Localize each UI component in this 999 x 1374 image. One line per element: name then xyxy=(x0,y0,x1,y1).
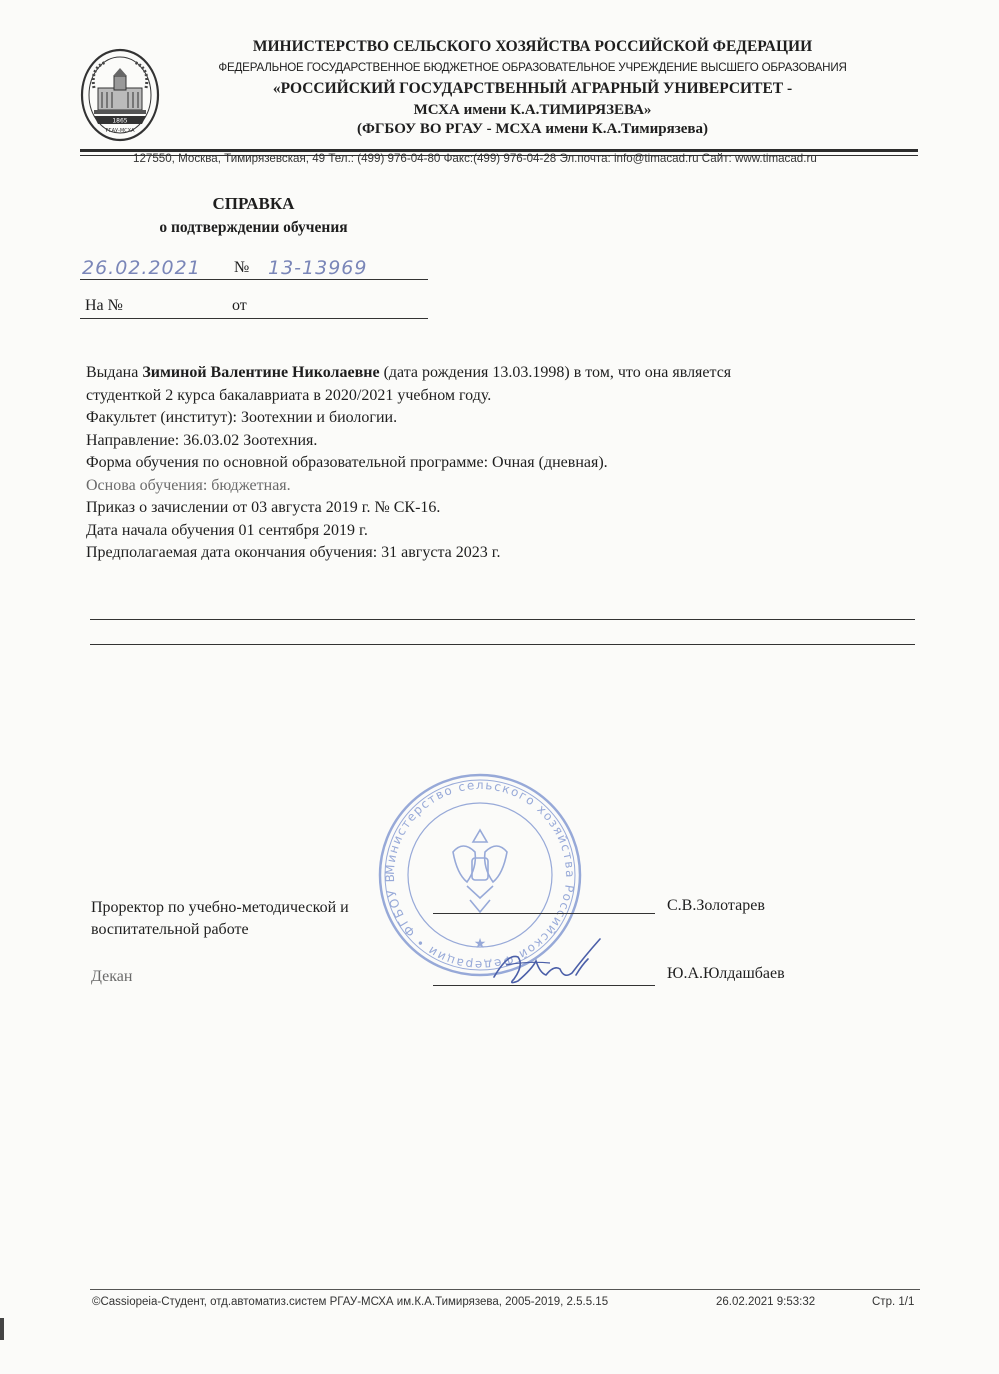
start-date-line: Дата начала обучения 01 сентября 2019 г. xyxy=(86,521,368,539)
ministry-name: МИНИСТЕРСТВО СЕЛЬСКОГО ХОЗЯЙСТВА РОССИЙСКОЙ ФЕДЕРАЦИИ xyxy=(252,38,813,55)
issued-to-line: Выдана Зиминой Валентине Николаевне (дата рождения 13.03.1998) в том, что она является xyxy=(86,364,732,381)
registration-date: 26.02.2021 xyxy=(82,257,201,279)
document-title: СПРАВКА xyxy=(212,194,295,213)
certificate-body xyxy=(86,362,906,565)
student-name: Зиминой Валентине Николаевне xyxy=(142,364,380,381)
registration-number: 13-13969 xyxy=(268,257,368,279)
dean-name: Ю.А.Юлдашбаев xyxy=(667,965,785,982)
vice-rector-signature-line xyxy=(433,913,655,914)
scan-margin-mark xyxy=(0,1318,4,1340)
blank-line-1 xyxy=(90,619,915,620)
number-label: № xyxy=(234,259,250,276)
study-form-line: Форма обучения по основной образовательной программе: Очная (дневная). xyxy=(86,454,608,471)
footer-divider xyxy=(90,1289,920,1290)
vice-rector-title-line2: воспитательной работе xyxy=(91,921,249,938)
direction-line: Направление: 36.03.02 Зоотехния. xyxy=(86,431,318,449)
blank-line-2 xyxy=(90,644,915,645)
vice-rector-title-line1: Проректор по учебно-методической и xyxy=(91,899,349,916)
footer-software: ©Cassiopeia-Студент, отд.автоматиз.систем РГАУ-МСХА им.К.А.Тимирязева, 2005-2019, 2.5.5.15 xyxy=(92,1296,609,1308)
svg-text:РГАУ-МСХА: РГАУ-МСХА xyxy=(105,128,135,134)
institution-type: ФЕДЕРАЛЬНОЕ ГОСУДАРСТВЕННОЕ БЮДЖЕТНОЕ ОБРАЗОВАТЕЛЬНОЕ УЧРЕЖДЕНИЕ ВЫСШЕГО ОБРАЗОВАНИЯ xyxy=(218,61,847,74)
footer-page-number: Стр. 1/1 xyxy=(872,1296,915,1308)
university-short-name: (ФГБОУ ВО РГАУ - МСХА имени К.А.Тимирязева) xyxy=(357,121,708,137)
reference-line xyxy=(80,318,428,319)
reference-from-label: от xyxy=(232,297,247,314)
vice-rector-name: С.В.Золотарев xyxy=(667,897,765,914)
university-emblem-icon xyxy=(80,48,160,142)
registration-line xyxy=(80,279,428,280)
end-date-line: Предполагаемая дата окончания обучения: 31 августа 2023 г. xyxy=(86,544,501,561)
faculty-line: Факультет (институт): Зоотехнии и биологии. xyxy=(86,409,398,426)
footer-print-timestamp: 26.02.2021 9:53:32 xyxy=(716,1296,816,1308)
contact-info: 127550, Москва, Тимирязевская, 49 Тел.: (499) 976-04-80 Факс:(499) 976-04-28 Эл.почта: info@timacad.ru Сайт: www.timacad.ru xyxy=(133,152,817,165)
dean-title: Декан xyxy=(91,968,133,985)
university-name-line2: МСХА имени К.А.ТИМИРЯЗЕВА» xyxy=(413,102,652,118)
document-subtitle: о подтверждении обучения xyxy=(159,219,348,236)
svg-text:Министерство сельского хозяйст: Министерство сельского хозяйства Российской Федерации • ФГБОУ В xyxy=(382,777,578,973)
study-basis-line: Основа обучения: бюджетная. xyxy=(86,476,291,494)
reference-label: На № xyxy=(85,297,123,314)
enrollment-order-line: Приказ о зачислении от 03 августа 2019 г. № СК-16. xyxy=(86,499,441,516)
svg-text:1865: 1865 xyxy=(112,117,128,125)
handwritten-signature-icon xyxy=(488,935,606,990)
course-line: студенткой 2 курса бакалавриата в 2020/2021 учебном году. xyxy=(86,386,492,404)
university-name-line1: «РОССИЙСКИЙ ГОСУДАРСТВЕННЫЙ АГРАРНЫЙ УНИВЕРСИТЕТ - xyxy=(272,80,793,97)
svg-text:★: ★ xyxy=(473,936,487,952)
